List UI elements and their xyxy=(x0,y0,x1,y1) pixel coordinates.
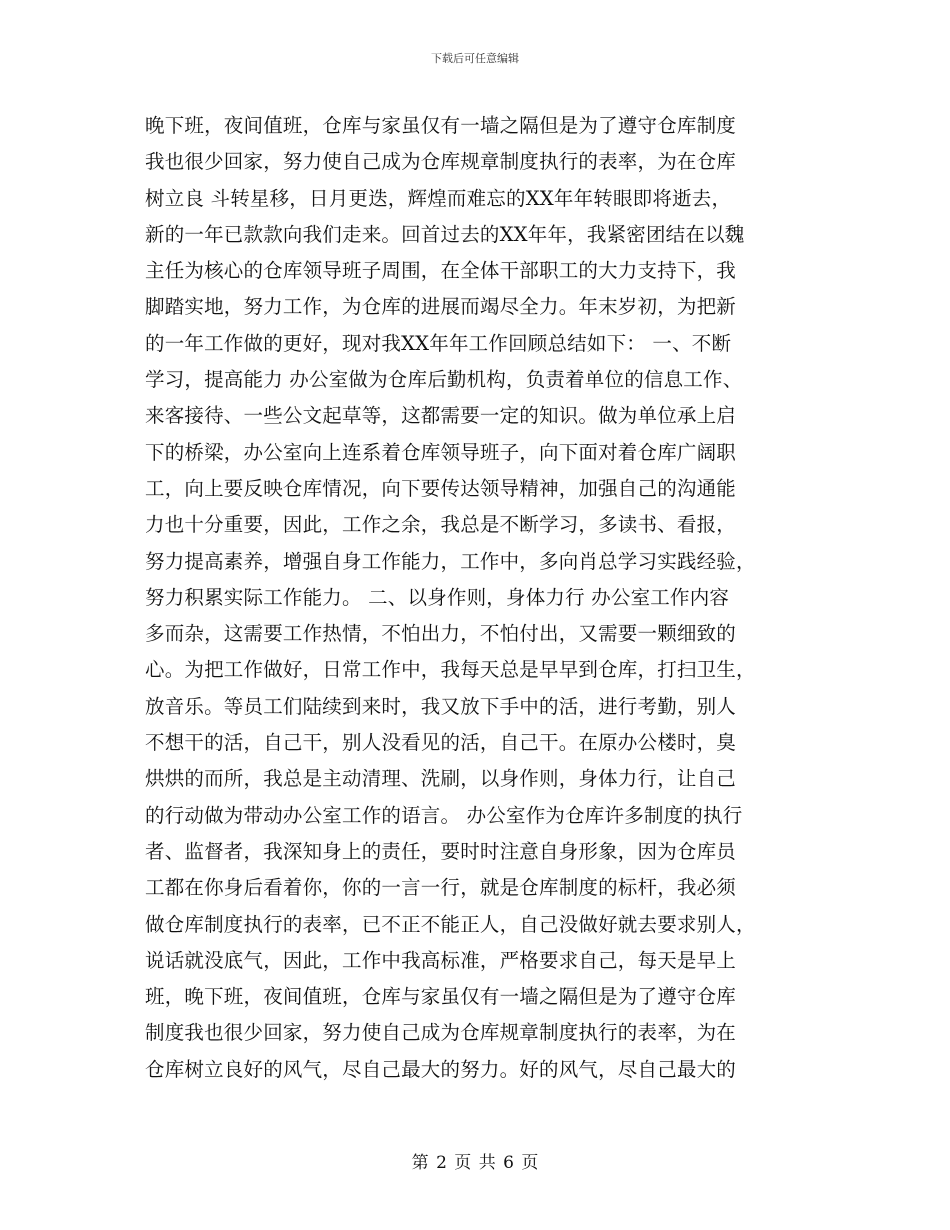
body-line: 主任为核心的仓库领导班子周围，在全体干部职工的大力支持下，我 xyxy=(145,259,737,283)
body-line: 班，晚下班，夜间值班，仓库与家虽仅有一墙之隔但是为了遵守仓库 xyxy=(145,985,737,1009)
body-line: 的一年工作做的更好，现对我XX年年工作回顾总结如下： 一、不断 xyxy=(145,331,732,355)
body-line: 工，向上要反映仓库情况，向下要传达领导精神，加强自己的沟通能 xyxy=(145,476,737,500)
body-line: 新的一年已款款向我们走来。回首过去的XX年年，我紧密团结在以魏 xyxy=(145,222,745,246)
body-line: 做仓库制度执行的表率，已不正不能正人，自己没做好就去要求别人， xyxy=(145,912,756,936)
body-line: 的行动做为带动办公室工作的语言。 办公室作为仓库许多制度的执行 xyxy=(145,803,743,827)
body-line: 说话就没底气，因此，工作中我高标准，严格要求自己，每天是早上 xyxy=(145,948,737,972)
body-line: 制度我也很少回家，努力使自己成为仓库规章制度执行的表率，为在 xyxy=(145,1021,737,1045)
body-line: 不想干的活，自己干，别人没看见的活，自己干。在原办公楼时，臭 xyxy=(145,731,737,755)
body-line: 来客接待、一些公文起草等，这都需要一定的知识。做为单位承上启 xyxy=(145,404,737,428)
body-line: 者、监督者，我深知身上的责任，要时时注意自身形象，因为仓库员 xyxy=(145,839,737,863)
body-line: 下的桥梁，办公室向上连系着仓库领导班子，向下面对着仓库广阔职 xyxy=(145,440,737,464)
page-header: 下载后可任意编辑 xyxy=(431,52,519,65)
body-line: 力也十分重要，因此，工作之余，我总是不断学习，多读书、看报， xyxy=(145,513,737,537)
document-body xyxy=(145,108,810,1088)
body-line: 工都在你身后看着你，你的一言一行，就是仓库制度的标杆，我必须 xyxy=(145,876,737,900)
body-line: 学习，提高能力 办公室做为仓库后勤机构，负责着单位的信息工作、 xyxy=(145,368,743,392)
body-line: 努力积累实际工作能力。 二、以身作则，身体力行 办公室工作内容 xyxy=(145,585,730,609)
body-line: 树立良 斗转星移，日月更迭，辉煌而难忘的XX年年转眼即将逝去， xyxy=(145,186,732,210)
body-line: 心。为把工作做好，日常工作中，我每天总是早早到仓库，打扫卫生， xyxy=(145,658,756,682)
page-number: 第 2 页 共 6 页 xyxy=(411,1153,539,1173)
body-line: 放音乐。等员工们陆续到来时，我又放下手中的活，进行考勤，别人 xyxy=(145,694,737,718)
body-line: 晚下班，夜间值班，仓库与家虽仅有一墙之隔但是为了遵守仓库制度 xyxy=(145,114,737,137)
body-line: 努力提高素养，增强自身工作能力，工作中，多向肖总学习实践经验， xyxy=(145,549,756,573)
body-line: 脚踏实地，努力工作，为仓库的进展而竭尽全力。年末岁初，为把新 xyxy=(145,295,737,319)
body-line: 多而杂，这需要工作热情，不怕出力，不怕付出，又需要一颗细致的 xyxy=(145,622,737,646)
body-line: 我也很少回家，努力使自己成为仓库规章制度执行的表率，为在仓库 xyxy=(145,150,737,174)
body-line: 烘烘的而所，我总是主动清理、洗刷，以身作则，身体力行，让自己 xyxy=(145,767,737,791)
body-line: 仓库树立良好的风气，尽自己最大的努力。好的风气，尽自己最大的 xyxy=(145,1057,737,1081)
